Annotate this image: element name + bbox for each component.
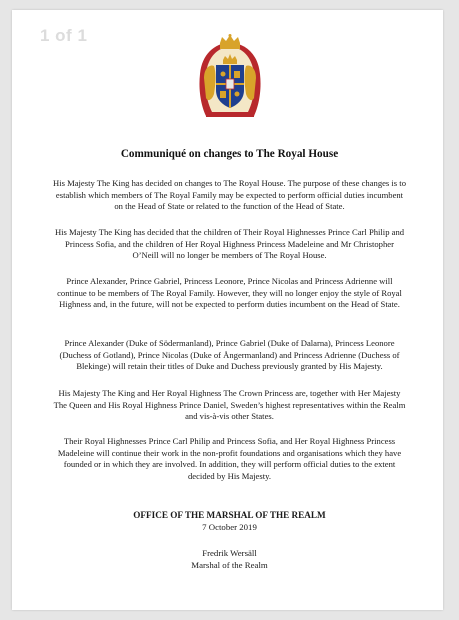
- paragraph-foundations: Their Royal Highnesses Prince Carl Philip and Princess Sofia, and Her Royal Highness Princess Madeleine will continue their work in the non-profit foundations and organisations which they have founded or in which they are involved. In addition, they will perform official duties to the extent decided by His Majesty.: [57, 436, 402, 481]
- document-date: 7 October 2019: [202, 522, 257, 532]
- signatory-name: Fredrik Wersäll: [202, 548, 257, 558]
- coat-of-arms-icon: [196, 34, 264, 120]
- paragraph-children: His Majesty The King has decided that the children of Their Royal Highnesses Prince Carl Philip and Princess Sofia, and the children of Her Royal Highness Princess Madeleine and Mr Christopher O’Neill will no longer be members of The Royal House.: [54, 227, 405, 261]
- page-counter: 1 of 1: [40, 26, 88, 45]
- paragraph-representatives: His Majesty The King and Her Royal Highness The Crown Princess are, together with Her Majesty The Queen and His Royal Highness Prince Daniel, Sweden’s highest representatives within the Realm and vis-à-vis other States.: [53, 388, 406, 422]
- paragraph-purpose: His Majesty The King has decided on changes to The Royal House. The purpose of these changes is to establish which members of The Royal Family may be expected to perform official duties incumbent on the Head of State or related to the function of the Head of State.: [53, 178, 406, 212]
- paragraph-titles: Prince Alexander (Duke of Södermanland), Prince Gabriel (Duke of Dalarna), Princess Leonore (Duchess of Gotland), Prince Nicolas (Duke of Ångermanland) and Princess Adrienne (Duchess of Blekinge) will retain their titles of Duke and Duchess previously granted by His Majesty.: [59, 338, 400, 372]
- office-heading: OFFICE OF THE MARSHAL OF THE REALM: [133, 510, 326, 520]
- document-title: Communiqué on changes to The Royal House: [120, 148, 339, 160]
- paragraph-royal-family: Prince Alexander, Prince Gabriel, Princess Leonore, Prince Nicolas and Princess Adrienne will continue to be members of The Royal Family. However, they will no longer enjoy the style of Royal Highness and, in the future, will not be expected to perform duties incumbent on the Head of State.: [57, 276, 402, 310]
- signatory-title: Marshal of the Realm: [191, 560, 268, 570]
